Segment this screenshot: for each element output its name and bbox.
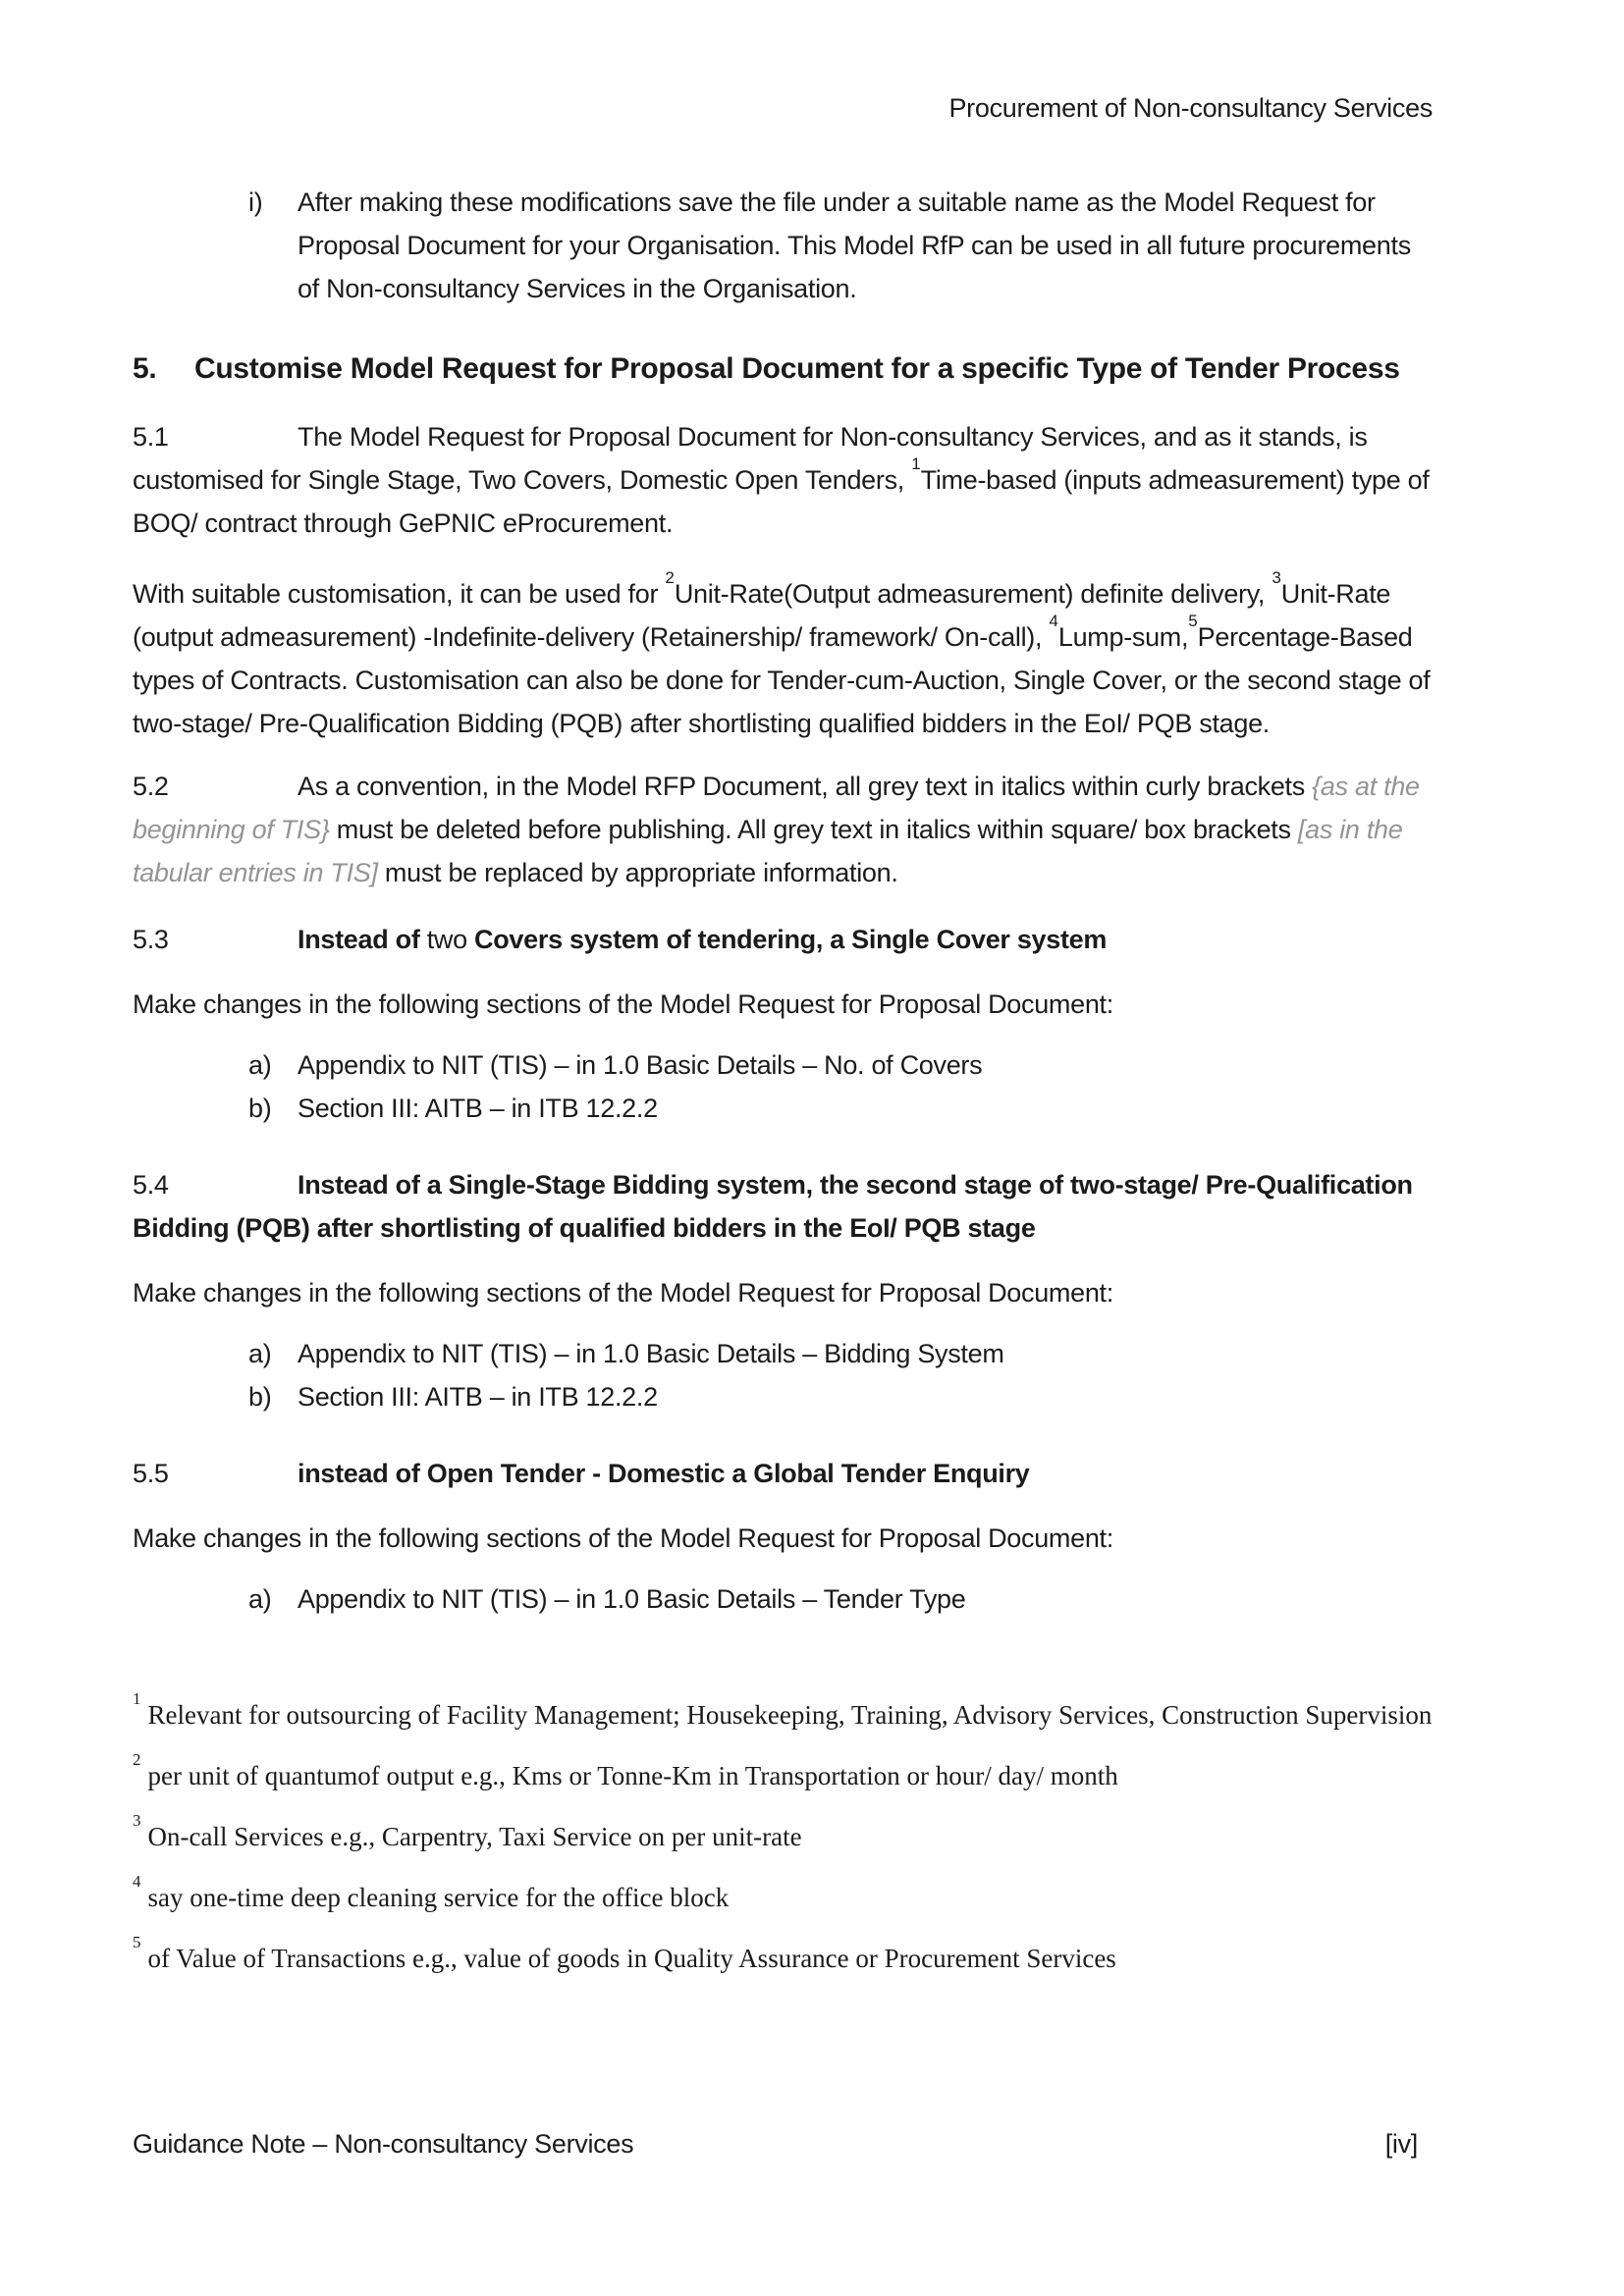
list-5-3 <box>133 1043 1433 1130</box>
heading-5-4 <box>133 1163 1433 1250</box>
para-5-2-number: 5.2 <box>133 772 169 801</box>
list-item-label: a) <box>248 1050 272 1080</box>
footnote-1-marker: 1 <box>133 1689 141 1708</box>
heading-5-4-number: 5.4 <box>133 1170 169 1200</box>
footnote-3-marker: 3 <box>133 1811 141 1830</box>
section-5-title: Customise Model Request for Proposal Document for a specific Type of Tender Process <box>194 352 1400 385</box>
list-item-text: Section III: AITB – in ITB 12.2.2 <box>298 1094 658 1123</box>
para-5-1-text-a: The Model Request for Proposal Document for Non-consultancy Services, and as it stands, is customised for Single Stage, Two Covers, Domestic Open Tenders, <box>133 422 1368 495</box>
footnote-ref-1: 1 <box>911 454 921 473</box>
heading-5-3-number: 5.3 <box>133 925 169 954</box>
footer-document-title: Guidance Note – Non-consultancy Services <box>133 2129 634 2159</box>
list-item <box>133 1375 1433 1418</box>
footnote-4-text: say one-time deep cleaning service for the office block <box>147 1883 730 1912</box>
running-header <box>133 86 1433 130</box>
heading-5-3 <box>133 918 1433 961</box>
intro-list-label: i) <box>248 187 263 217</box>
page-footer <box>133 2128 1418 2160</box>
para-5-2 <box>133 765 1433 894</box>
list-item-text: Appendix to NIT (TIS) – in 1.0 Basic Details – Bidding System <box>298 1339 1004 1368</box>
footnote-5 <box>133 1933 1433 1978</box>
contract-types-text-b: Unit-Rate(Output admeasurement) definite delivery, <box>674 579 1272 609</box>
list-item-text: Appendix to NIT (TIS) – in 1.0 Basic Details – Tender Type <box>298 1584 966 1614</box>
list-5-4 <box>133 1332 1433 1418</box>
list-5-5 <box>133 1577 1433 1621</box>
intro-list-text: After making these modifications save the file under a suitable name as the Model Request for Proposal Document for your Organisation. This Model RfP can be used in all future procurements of Non-consultancy Services in the Organisation. <box>298 187 1411 303</box>
section-5-number: 5. <box>133 352 157 385</box>
intro-list-item <box>133 181 1433 310</box>
contract-types-text-d: Lump-sum, <box>1057 622 1189 652</box>
running-header-text: Procurement of Non-consultancy Services <box>948 93 1433 123</box>
footnotes-section <box>133 1689 1433 1978</box>
footnote-1 <box>133 1689 1433 1735</box>
para-5-2-text-c: must be replaced by appropriate information. <box>377 858 898 887</box>
footnote-2 <box>133 1750 1433 1795</box>
heading-5-5-title: instead of Open Tender - Domestic a Global Tender Enquiry <box>298 1459 1030 1488</box>
list-item-label: b) <box>248 1094 272 1123</box>
list-item-text: Section III: AITB – in ITB 12.2.2 <box>298 1382 658 1412</box>
footer-page-number: [iv] <box>1384 2129 1418 2159</box>
para-5-1 <box>133 415 1433 545</box>
para-contract-types <box>133 568 1433 745</box>
make-changes-5-4: Make changes in the following sections of the Model Request for Proposal Document: <box>133 1278 1113 1308</box>
heading-5-3-bold-a: Instead of <box>298 925 427 954</box>
heading-5-4-title: Instead of a Single-Stage Bidding system, the second stage of two-stage/ Pre-Qualification Bidding (PQB) after shortlisting of qualified bidders in the EoI/ PQB stage <box>133 1170 1413 1243</box>
para-5-2-grey-square: [as in the tabular entries in TIS] <box>133 815 1403 887</box>
list-item-label: a) <box>248 1339 272 1368</box>
list-item <box>133 1087 1433 1130</box>
heading-5-5 <box>133 1452 1433 1495</box>
footnote-2-marker: 2 <box>133 1750 141 1769</box>
footnote-2-text: per unit of quantumof output e.g., Kms or Tonne-Km in Transportation or hour/ day/ month <box>147 1761 1118 1790</box>
list-item <box>133 1043 1433 1087</box>
footnote-4 <box>133 1872 1433 1917</box>
heading-5-5-number: 5.5 <box>133 1459 169 1488</box>
list-item-label: b) <box>248 1382 272 1412</box>
footnote-1-text: Relevant for outsourcing of Facility Management; Housekeeping, Training, Advisory Services, Construction Supervision <box>147 1700 1433 1730</box>
heading-5-3-regular: two <box>426 925 467 954</box>
footnote-3 <box>133 1811 1433 1856</box>
make-changes-5-3: Make changes in the following sections of the Model Request for Proposal Document: <box>133 989 1113 1019</box>
footnote-3-text: On-call Services e.g., Carpentry, Taxi Service on per unit-rate <box>147 1822 802 1851</box>
footnote-ref-5: 5 <box>1188 612 1198 630</box>
make-changes-5-5: Make changes in the following sections of the Model Request for Proposal Document: <box>133 1523 1113 1553</box>
list-item <box>133 1577 1433 1621</box>
para-5-1-text-b: Time-based (inputs admeasurement) type of BOQ/ contract through GePNIC eProcurement. <box>133 465 1430 538</box>
para-5-2-text-b: must be deleted before publishing. All grey text in italics within square/ box brackets <box>329 815 1298 844</box>
footnote-ref-2: 2 <box>665 568 675 587</box>
footnote-ref-4: 4 <box>1049 612 1058 630</box>
list-item <box>133 1332 1433 1375</box>
footnote-4-marker: 4 <box>133 1872 141 1891</box>
contract-types-text-c: Unit-Rate (output admeasurement) -Indefinite-delivery (Retainership/ framework/ On-call), <box>133 579 1391 652</box>
list-item-text: Appendix to NIT (TIS) – in 1.0 Basic Details – No. of Covers <box>298 1050 983 1080</box>
list-item-label: a) <box>248 1584 272 1614</box>
para-5-2-text-a: As a convention, in the Model RFP Document, all grey text in italics within curly brackets <box>298 772 1313 801</box>
footnote-ref-3: 3 <box>1272 568 1281 587</box>
heading-5-3-bold-b: Covers system of tendering, a Single Cover system <box>466 925 1108 954</box>
contract-types-text-e: Percentage-Based types of Contracts. Customisation can also be done for Tender-cum-Auction, Single Cover, or the second stage of two-stage/ Pre-Qualification Bidding (PQB) after shortlisting qualified bidders in the EoI/ PQB stage. <box>133 622 1431 738</box>
contract-types-text-a: With suitable customisation, it can be used for <box>133 579 666 609</box>
section-5-heading <box>133 346 1433 392</box>
para-5-2-grey-curly: {as at the beginning of TIS} <box>133 772 1420 844</box>
footnote-5-marker: 5 <box>133 1933 141 1951</box>
footnote-5-text: of Value of Transactions e.g., value of goods in Quality Assurance or Procurement Services <box>147 1944 1116 1973</box>
para-5-1-number: 5.1 <box>133 422 169 452</box>
